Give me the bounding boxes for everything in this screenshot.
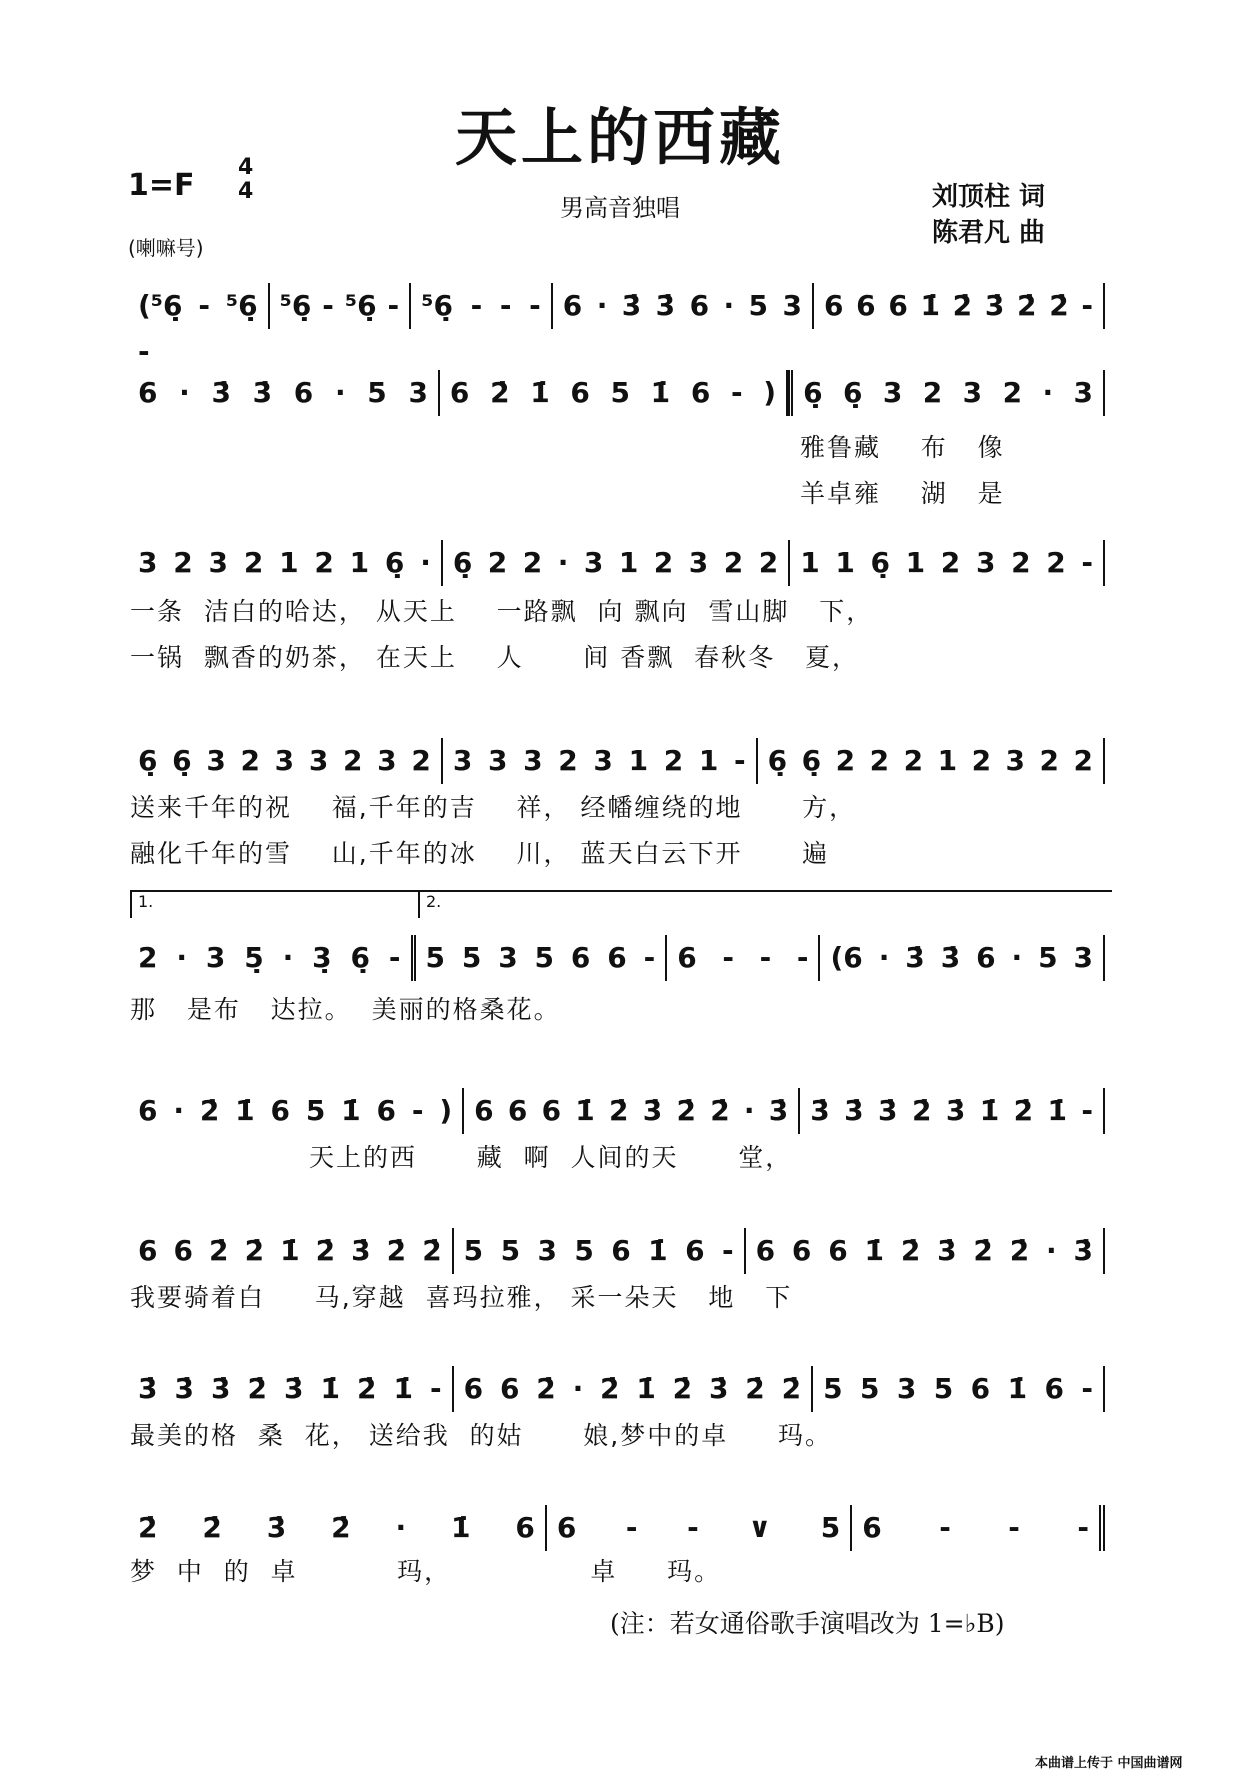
measure: 1 1 6̣ 1 2 3 2 2 - — [790, 540, 1105, 586]
time-bottom: 4 — [238, 179, 254, 204]
measure: 6 - - - — [852, 1505, 1105, 1551]
staff-line — [128, 1366, 1105, 1412]
staff-line — [128, 738, 1105, 784]
staff-line — [128, 1505, 1105, 1551]
time-top: 4 — [238, 155, 254, 180]
lyricist: 刘顶柱 词 — [932, 182, 1046, 212]
measure: ⁵6̣ - ⁵6̣ - — [270, 283, 412, 329]
staff-line — [128, 370, 1105, 416]
lyric-line: 羊卓雍 湖 是 — [800, 479, 1005, 508]
composer: 陈君凡 曲 — [932, 218, 1046, 248]
lyric-line: 雅鲁藏 布 像 — [800, 433, 1005, 462]
lyric-line: 那 是布 达拉。 美丽的格桑花。 — [130, 995, 561, 1024]
lyric-line: 我要骑着白 马,穿越 喜玛拉雅， 采一朵天 地 下 — [130, 1283, 793, 1312]
measure: 5 5 3 5 6 6 - — [416, 935, 668, 981]
measure: 3 2 3 2 1 2 1 6̣ · — [128, 540, 443, 586]
measure: 6 6 2̇ 2̇ 1̇ 2̇ 3̇ 2̇ 2̇ — [128, 1228, 454, 1274]
volta-1: 1. — [130, 890, 418, 918]
watermark: 本曲谱上传于 中国曲谱网 — [1035, 1756, 1183, 1771]
instrument-label: (喇嘛号) — [128, 236, 204, 260]
staff-line — [128, 935, 1105, 981]
staff-line — [128, 283, 1105, 368]
staff-line — [128, 540, 1105, 586]
measure: (6 · 3̇ 3̇ 6 · 5 3 — [820, 935, 1105, 981]
measure: 6 2̇ 1̇ 6 5 1̇ 6 - ) — [440, 370, 788, 416]
measure: 6 · 2̇ 1̇ 6 5 1̇ 6 - ) — [128, 1088, 464, 1134]
measure: ⁵6̣ - - - — [411, 283, 553, 329]
measure: 6 6 6 1̇ 2̇ 3̇ 2̇ 2̇ · 3̇ — [464, 1088, 800, 1134]
measure: 6̣ 6̣ 3 2 3 2 · 3 — [788, 370, 1105, 416]
lyric-line: 一条 洁白的哈达， 从天上 一路飘 向 飘向 雪山脚 下， — [130, 597, 874, 626]
measure: 2̇ 2̇ 3̇ 2̇ · 1̇ 6 — [128, 1505, 547, 1551]
measure: 6 · 3̇ 3̇ 6 · 5 3 — [128, 370, 440, 416]
measure: 5 5 3 5 6 1̇ 6 - — [454, 1228, 746, 1274]
measure: 6 6 6 1̇ 2̇ 3̇ 2̇ 2̇ · 3̇ — [746, 1228, 1105, 1274]
lyric-line: 送来千年的祝 福,千年的吉 祥， 经幡缠绕的地 方， — [130, 793, 857, 822]
measure: 6 · 3̇ 3̇ 6 · 5 3 — [553, 283, 814, 329]
measure: 6 6 2̇ · 2̇ 1̇ 2̇ 3̇ 2̇ 2̇ — [454, 1366, 813, 1412]
footnote: (注：若女通俗歌手演唱改为 1=♭B) — [610, 1609, 1005, 1638]
key-signature: 1=F — [128, 168, 195, 203]
measure: 5 5 3 5 6 1̇ 6 - — [813, 1366, 1105, 1412]
lyric-line: 天上的西 藏 啊 人间的天 堂， — [130, 1143, 793, 1172]
measure: (⁵6̣ - ⁵6̣ - — [128, 283, 270, 329]
lyric-line: 融化千年的雪 山,千年的冰 川， 蓝天白云下开 遍 — [130, 839, 830, 868]
lyric-line: 梦 中 的 卓 玛， 卓 玛。 — [130, 1557, 722, 1586]
song-title: 天上的西藏 — [454, 101, 785, 174]
measure: 2 · 3 5̣ · 3̣ 6̣ - — [128, 935, 416, 981]
measure: 6̣ 6̣ 2 2 2 1 2 3 2 2 — [758, 738, 1105, 784]
measure: 3 3 3 2 3 1 2 1 - — [443, 738, 758, 784]
lyric-line: 一锅 飘香的奶茶， 在天上 人 间 香飘 春秋冬 夏， — [130, 643, 859, 672]
measure: 6 6 6 1̇ 2̇ 3̇ 2̇ 2̇ - — [814, 283, 1105, 329]
lyric-line: 最美的格 桑 花， 送给我 的姑 娘,梦中的卓 玛。 — [130, 1421, 832, 1450]
volta-2: 2. — [418, 890, 1112, 918]
measure: 6 - - ∨ 5 — [547, 1505, 852, 1551]
staff-line — [128, 1228, 1105, 1274]
measure: 6 - - - — [667, 935, 820, 981]
measure: 3̇ 3̇ 3̇ 2̇ 3̇ 1̇ 2̇ 1̇ - — [128, 1366, 454, 1412]
measure: 3̇ 3̇ 3̇ 2̇ 3̇ 1̇ 2̇ 1̇ - — [800, 1088, 1105, 1134]
staff-line — [128, 1088, 1105, 1134]
subtitle: 男高音独唱 — [560, 194, 680, 222]
measure: 6̣ 2 2 · 3 1 2 3 2 2 — [443, 540, 790, 586]
measure: 6̣ 6̣ 3 2 3 3 2 3 2 — [128, 738, 443, 784]
